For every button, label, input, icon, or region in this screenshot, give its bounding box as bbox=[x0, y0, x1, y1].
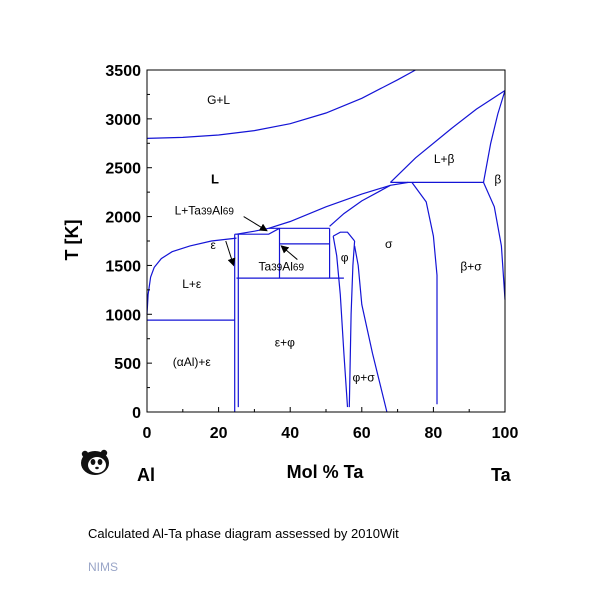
x-tick-label: 60 bbox=[352, 425, 371, 442]
phase-boundary-5 bbox=[484, 91, 506, 183]
y-tick-label: 0 bbox=[132, 405, 141, 422]
phase-boundary-7 bbox=[330, 185, 391, 226]
y-tick-label: 1000 bbox=[105, 307, 141, 325]
region-label-6: φ bbox=[340, 250, 349, 265]
region-label-3: ε bbox=[210, 237, 216, 252]
phase-boundary-3 bbox=[269, 182, 409, 228]
axes bbox=[105, 63, 518, 442]
x-tick-label: 80 bbox=[424, 425, 443, 442]
region-label-11: ε+φ bbox=[274, 335, 295, 350]
region-label-9: β bbox=[494, 172, 502, 187]
region-label-7: σ bbox=[384, 236, 393, 251]
region-label-13: φ+σ bbox=[352, 370, 375, 385]
y-tick-label: 2000 bbox=[105, 209, 141, 227]
phase-boundary-4 bbox=[390, 91, 505, 183]
y-tick-label: 3000 bbox=[105, 111, 141, 129]
x-tick-label: 20 bbox=[209, 425, 228, 442]
region-label-2: L+Ta39Al69 bbox=[174, 203, 234, 218]
phase-boundary-22 bbox=[355, 246, 387, 412]
annotation-arrows bbox=[226, 217, 298, 266]
annotation-arrow-1 bbox=[226, 241, 234, 265]
y-tick-label: 3500 bbox=[105, 63, 141, 80]
region-label-4: L+ε bbox=[182, 276, 202, 291]
region-label-1: L bbox=[211, 171, 219, 187]
phase-boundary-9 bbox=[484, 182, 506, 299]
credit-text: NIMS bbox=[88, 560, 118, 574]
annotation-arrow-2 bbox=[281, 246, 297, 260]
right-element-label: Ta bbox=[491, 465, 511, 485]
y-tick-label: 2500 bbox=[105, 160, 141, 178]
phase-boundary-21 bbox=[333, 232, 354, 241]
y-axis-title: T [K] bbox=[62, 219, 82, 261]
figure-caption: Calculated Al-Ta phase diagram assessed by 2010Wit bbox=[88, 526, 399, 541]
region-label-12: (αAl)+ε bbox=[172, 355, 211, 370]
phase-boundary-0 bbox=[147, 70, 416, 138]
x-tick-label: 40 bbox=[281, 425, 300, 442]
x-tick-label: 0 bbox=[142, 425, 152, 442]
x-tick-label: 100 bbox=[491, 425, 519, 442]
region-label-5: Ta39Al69 bbox=[258, 259, 305, 274]
phase-boundary-8 bbox=[412, 182, 437, 404]
region-label-10: β+σ bbox=[460, 259, 482, 274]
annotation-arrow-0 bbox=[244, 217, 267, 231]
region-labels bbox=[173, 93, 502, 385]
y-tick-label: 1500 bbox=[105, 258, 141, 276]
y-tick-label: 500 bbox=[114, 356, 141, 374]
x-axis-title: Mol % Ta bbox=[286, 462, 364, 482]
region-label-0: G+L bbox=[207, 93, 231, 108]
panda-logo bbox=[81, 450, 109, 475]
left-element-label: Al bbox=[137, 465, 155, 485]
region-label-8: L+β bbox=[433, 151, 455, 166]
